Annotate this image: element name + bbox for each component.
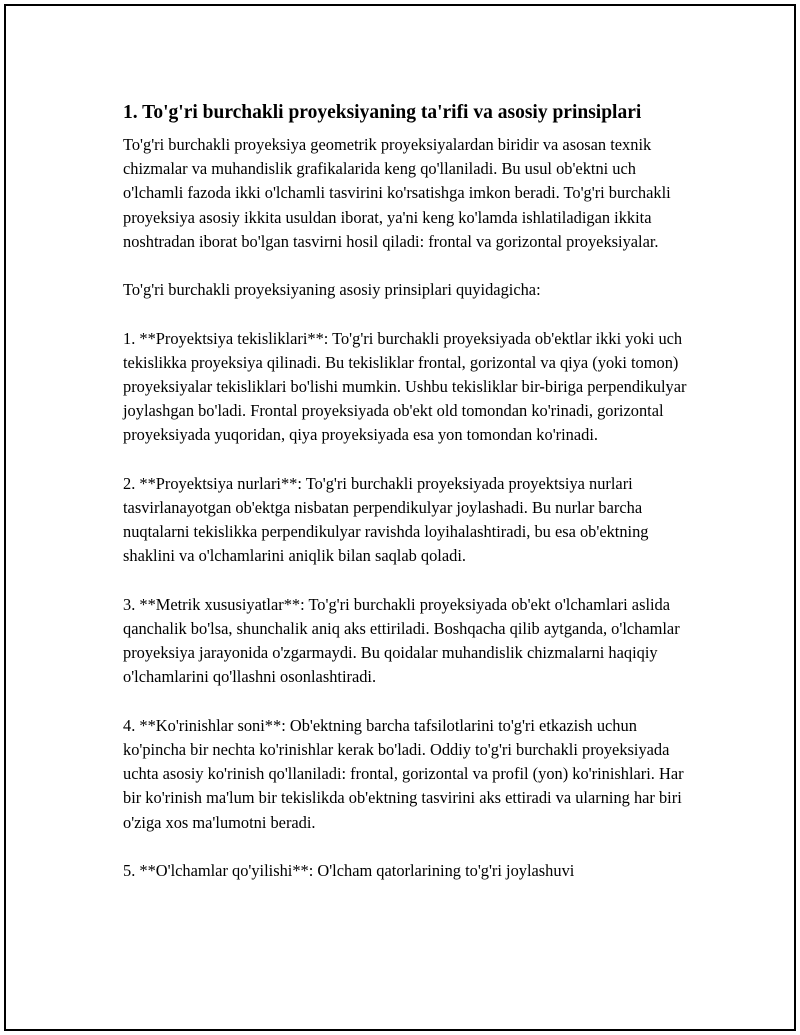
principle-5-paragraph: 5. **O'lchamlar qo'yilishi**: O'lcham qatorlarining to'g'ri joylashuvi (123, 861, 575, 880)
intro-paragraph: To'g'ri burchakli proyeksiya geometrik proyeksiyalardan biridir va asosan texnik chizmalar va muhandislik grafikalarida keng qo'llaniladi. Bu usul ob'ektni uch o'lchamli fazoda ikki o'lchamli tasvirini ko'rsatishga imkon beradi. To'g'ri burchakli proyeksiya asosiy ikkita usuldan iborat, ya'ni keng ko'lamda ishlatiladigan ikkita noshtradan iborat bo'lgan tasvirni hosil qiladi: frontal va gorizontal proyeksiyalar. (123, 135, 671, 251)
page-frame (4, 4, 796, 1031)
principle-4-paragraph: 4. **Ko'rinishlar soni**: Ob'ektning barcha tafsilotlarini to'g'ri etkazish uchun ko'pincha bir nechta ko'rinishlar kerak bo'ladi. Oddiy to'g'ri burchakli proyeksiyada uchta asosiy ko'rinish qo'llaniladi: frontal, gorizontal va profil (yon) ko'rinishlari. Har bir ko'rinish ma'lum bir tekislikda ob'ektning tasvirini aks ettiradi va ularning har biri o'ziga xos ma'lumotni beradi. (123, 715, 684, 832)
document-body (123, 100, 698, 907)
principles-lead-paragraph: To'g'ri burchakli proyeksiyaning asosiy prinsiplari quyidagicha: (123, 280, 541, 300)
principle-2-paragraph: 2. **Proyektsiya nurlari**: To'g'ri burchakli proyeksiyada proyektsiya nurlari tasvirlanayotgan ob'ektga nisbatan perpendikulyar joylashadi. Bu nurlar barcha nuqtalarni tekislikka perpendikulyar ravishda loyihalashtiradi, bu esa ob'ektning shaklini va o'lchamlarini aniqlik bilan saqlab qoladi. (123, 473, 649, 566)
principle-3-paragraph: 3. **Metrik xususiyatlar**: To'g'ri burchakli proyeksiyada ob'ekt o'lchamlari aslida qanchalik bo'lsa, shunchalik aniq aks ettiriladi. Boshqacha qilib aytganda, o'lchamlar proyeksiya jarayonida o'zgarmaydi. Bu qoidalar muhandislik chizmalarni haqiqiy o'lchamlarini qo'llashni osonlashtiradi. (123, 594, 680, 687)
document-title: 1. To'g'ri burchakli proyeksiyaning ta'rifi va asosiy prinsiplari (123, 102, 642, 123)
principle-1-paragraph: 1. **Proyektsiya tekisliklari**: To'g'ri burchakli proyeksiyada ob'ektlar ikki yoki uch tekislikka proyeksiya qilinadi. Bu tekisliklar frontal, gorizontal va qiya (yoki tomon) proyeksiyalar tekisliklari bo'lishi mumkin. Ushbu tekisliklar bir-biriga perpendikulyar joylashgan bo'ladi. Frontal proyeksiyada ob'ekt old tomondan ko'rinadi, gorizontal proyeksiyada yuqoridan, qiya proyeksiyada esa yon tomondan ko'rinadi. (123, 328, 687, 445)
